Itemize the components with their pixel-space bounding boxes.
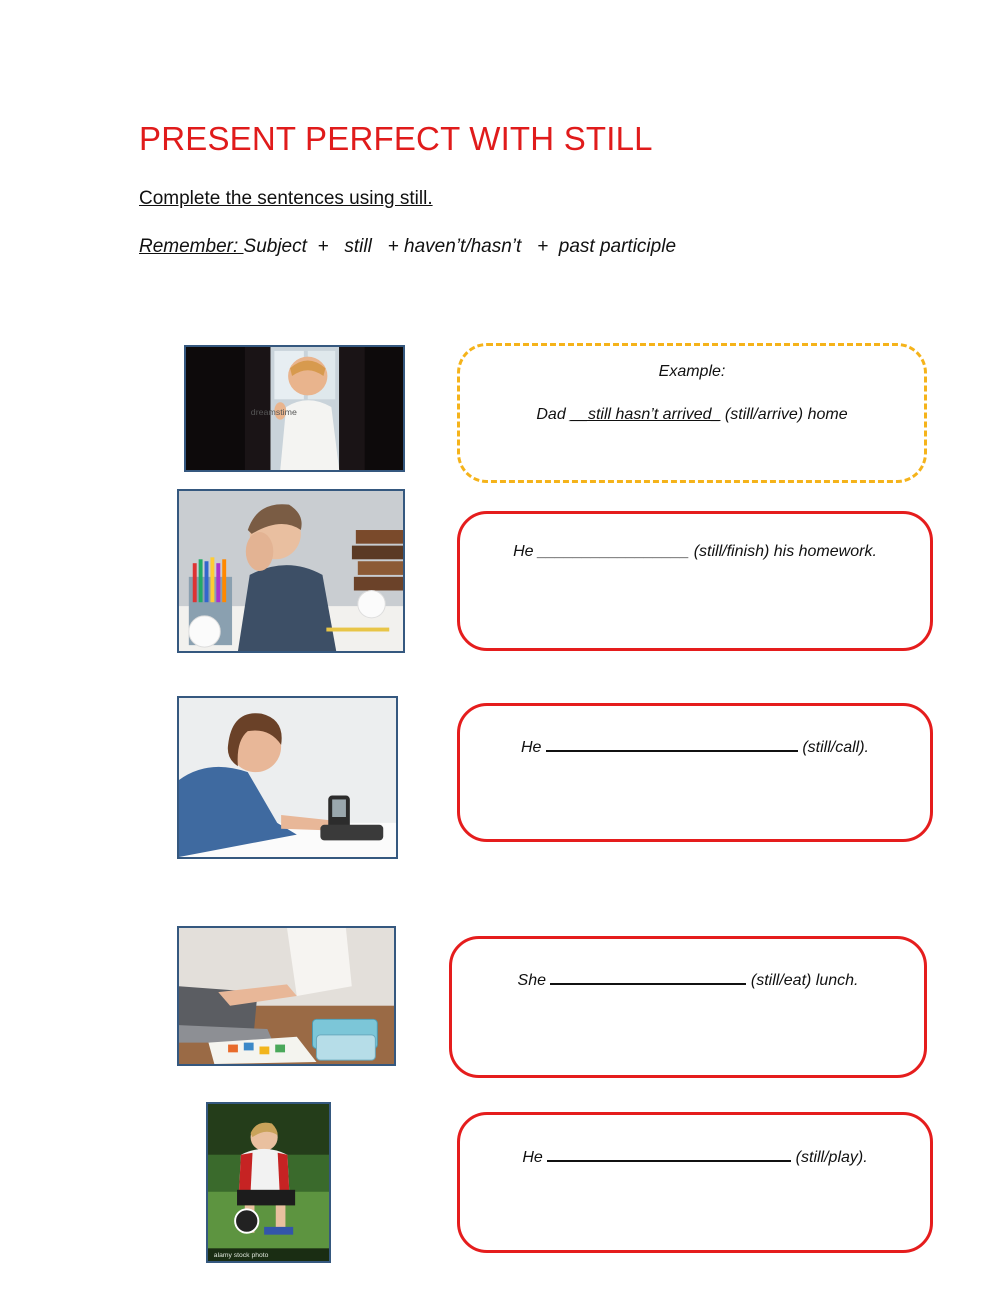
exercise-sentence-3 [452, 967, 924, 990]
exercise-2-rest: (still/call). [797, 739, 869, 756]
remember-formula: Subject + still + haven’t/hasn’t + past participle [243, 236, 677, 257]
instruction: Complete the sentences using still. [139, 188, 433, 209]
photo-boy-homework [177, 489, 405, 653]
example-box [457, 343, 927, 483]
exercise-4-subject: He [522, 1149, 548, 1166]
example-rest: (still/arrive) home [720, 406, 848, 423]
photo-girl-phone [177, 696, 398, 859]
example-subject: Dad [536, 406, 571, 423]
example-heading: Example: [658, 363, 726, 380]
exercise-3-subject: She [517, 972, 551, 989]
exercise-3-rest: (still/eat) lunch. [746, 972, 859, 989]
photo-baby-window [184, 345, 405, 472]
remember-rule [139, 236, 676, 258]
exercise-3-blank[interactable] [550, 967, 746, 985]
exercise-4-blank[interactable] [547, 1144, 791, 1162]
exercise-2-subject: He [520, 739, 546, 756]
exercise-box-1 [457, 511, 933, 651]
exercise-1-blank[interactable]: _________________ [538, 543, 690, 560]
exercise-box-3 [449, 936, 927, 1078]
exercise-box-4 [457, 1112, 933, 1253]
photo-desk-lunch [177, 926, 396, 1066]
remember-label: Remember: [139, 236, 244, 257]
exercise-box-2 [457, 703, 933, 842]
photo-boy-football [206, 1102, 331, 1263]
page-title: PRESENT PERFECT WITH STILL [139, 120, 653, 157]
football-watermark: alamy stock photo [213, 1252, 269, 1260]
exercise-sentence-1 [460, 543, 930, 561]
exercise-4-rest: (still/play). [791, 1149, 868, 1166]
exercise-sentence-2 [460, 734, 930, 757]
exercise-1-subject: He [513, 543, 538, 560]
example-sentence [460, 406, 924, 424]
baby-watermark: dreamstime [250, 406, 297, 417]
exercise-sentence-4 [460, 1144, 930, 1167]
exercise-2-blank[interactable] [546, 734, 798, 752]
exercise-1-rest: (still/finish) his homework. [689, 543, 877, 560]
example-answer: __still hasn’t arrived_ [570, 406, 721, 423]
